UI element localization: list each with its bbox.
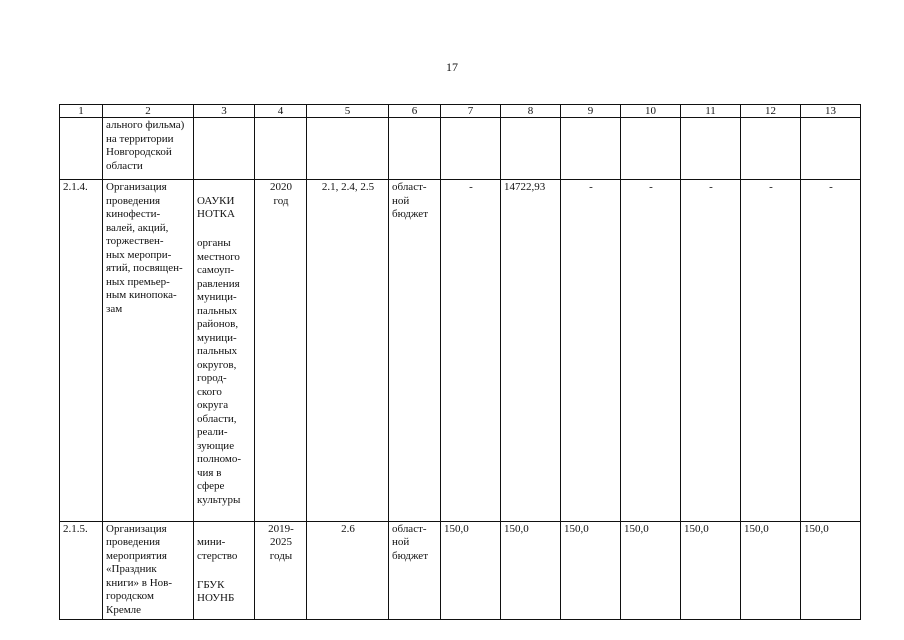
value-cell: 150,0	[501, 521, 561, 620]
table-row	[60, 521, 861, 620]
activity-name-cell: Организация проведения мероприятия «Праздник книги» в Нов- городском Кремле	[103, 521, 194, 620]
period-cell: 2020 год	[255, 180, 307, 522]
column-header: 11	[681, 105, 741, 118]
funding-source-cell: област- ной бюджет	[389, 521, 441, 620]
row-number-cell: 2.1.4.	[60, 180, 103, 522]
value-cell: 150,0	[621, 521, 681, 620]
value-cell: -	[801, 180, 861, 522]
column-header: 6	[389, 105, 441, 118]
value-cell: -	[561, 180, 621, 522]
table-cell	[389, 118, 441, 180]
column-header: 3	[194, 105, 255, 118]
column-header: 1	[60, 105, 103, 118]
target-indicators-cell: 2.6	[307, 521, 389, 620]
column-header: 8	[501, 105, 561, 118]
column-header: 2	[103, 105, 194, 118]
executor-cell	[194, 180, 255, 522]
table-cell	[561, 118, 621, 180]
value-cell: -	[621, 180, 681, 522]
table-cell	[307, 118, 389, 180]
executor-primary: мини- стерство	[197, 536, 238, 562]
period-cell: 2019- 2025 годы	[255, 521, 307, 620]
value-cell: -	[681, 180, 741, 522]
executor-secondary: ГБУК НОУНБ	[197, 578, 235, 604]
table-cell	[194, 118, 255, 180]
table-cell	[801, 118, 861, 180]
table-cell	[501, 118, 561, 180]
column-header: 9	[561, 105, 621, 118]
value-cell: -	[441, 180, 501, 522]
table-cell	[741, 118, 801, 180]
value-cell: 150,0	[441, 521, 501, 620]
funding-source-cell: област- ной бюджет	[389, 180, 441, 522]
activity-name-cell: Организация проведения кинофести- валей, акций, торжествен- ных меропри- ятий, посвящен- ных премьер- ным кинопока- зам	[103, 180, 194, 522]
activity-name-cell: ального фильма) на территории Новгородской области	[103, 118, 194, 180]
table-row	[60, 180, 861, 522]
column-header: 12	[741, 105, 801, 118]
value-cell: 150,0	[681, 521, 741, 620]
value-cell: 150,0	[741, 521, 801, 620]
value-cell: 150,0	[561, 521, 621, 620]
column-header: 10	[621, 105, 681, 118]
table-cell	[255, 118, 307, 180]
column-header: 7	[441, 105, 501, 118]
target-indicators-cell: 2.1, 2.4, 2.5	[307, 180, 389, 522]
program-table	[59, 104, 861, 620]
column-header: 5	[307, 105, 389, 118]
executor-primary: ОАУКИ НОТКА	[197, 194, 235, 220]
page-number: 17	[446, 60, 458, 74]
column-header: 13	[801, 105, 861, 118]
value-cell: 14722,93	[501, 180, 561, 522]
table-cell	[681, 118, 741, 180]
table-cell	[441, 118, 501, 180]
row-number-cell: 2.1.5.	[60, 521, 103, 620]
executor-cell	[194, 521, 255, 620]
table-cell	[60, 118, 103, 180]
table-cell	[621, 118, 681, 180]
column-header: 4	[255, 105, 307, 118]
header-row	[60, 105, 861, 118]
continuation-row	[60, 118, 861, 180]
value-cell: 150,0	[801, 521, 861, 620]
value-cell: -	[741, 180, 801, 522]
executor-secondary: органы местного самоуп- равления муници- пальных районов, муници- пальных округов, город- ского округа области, реали- зующие полномо- чия в сфере культуры	[197, 237, 242, 506]
